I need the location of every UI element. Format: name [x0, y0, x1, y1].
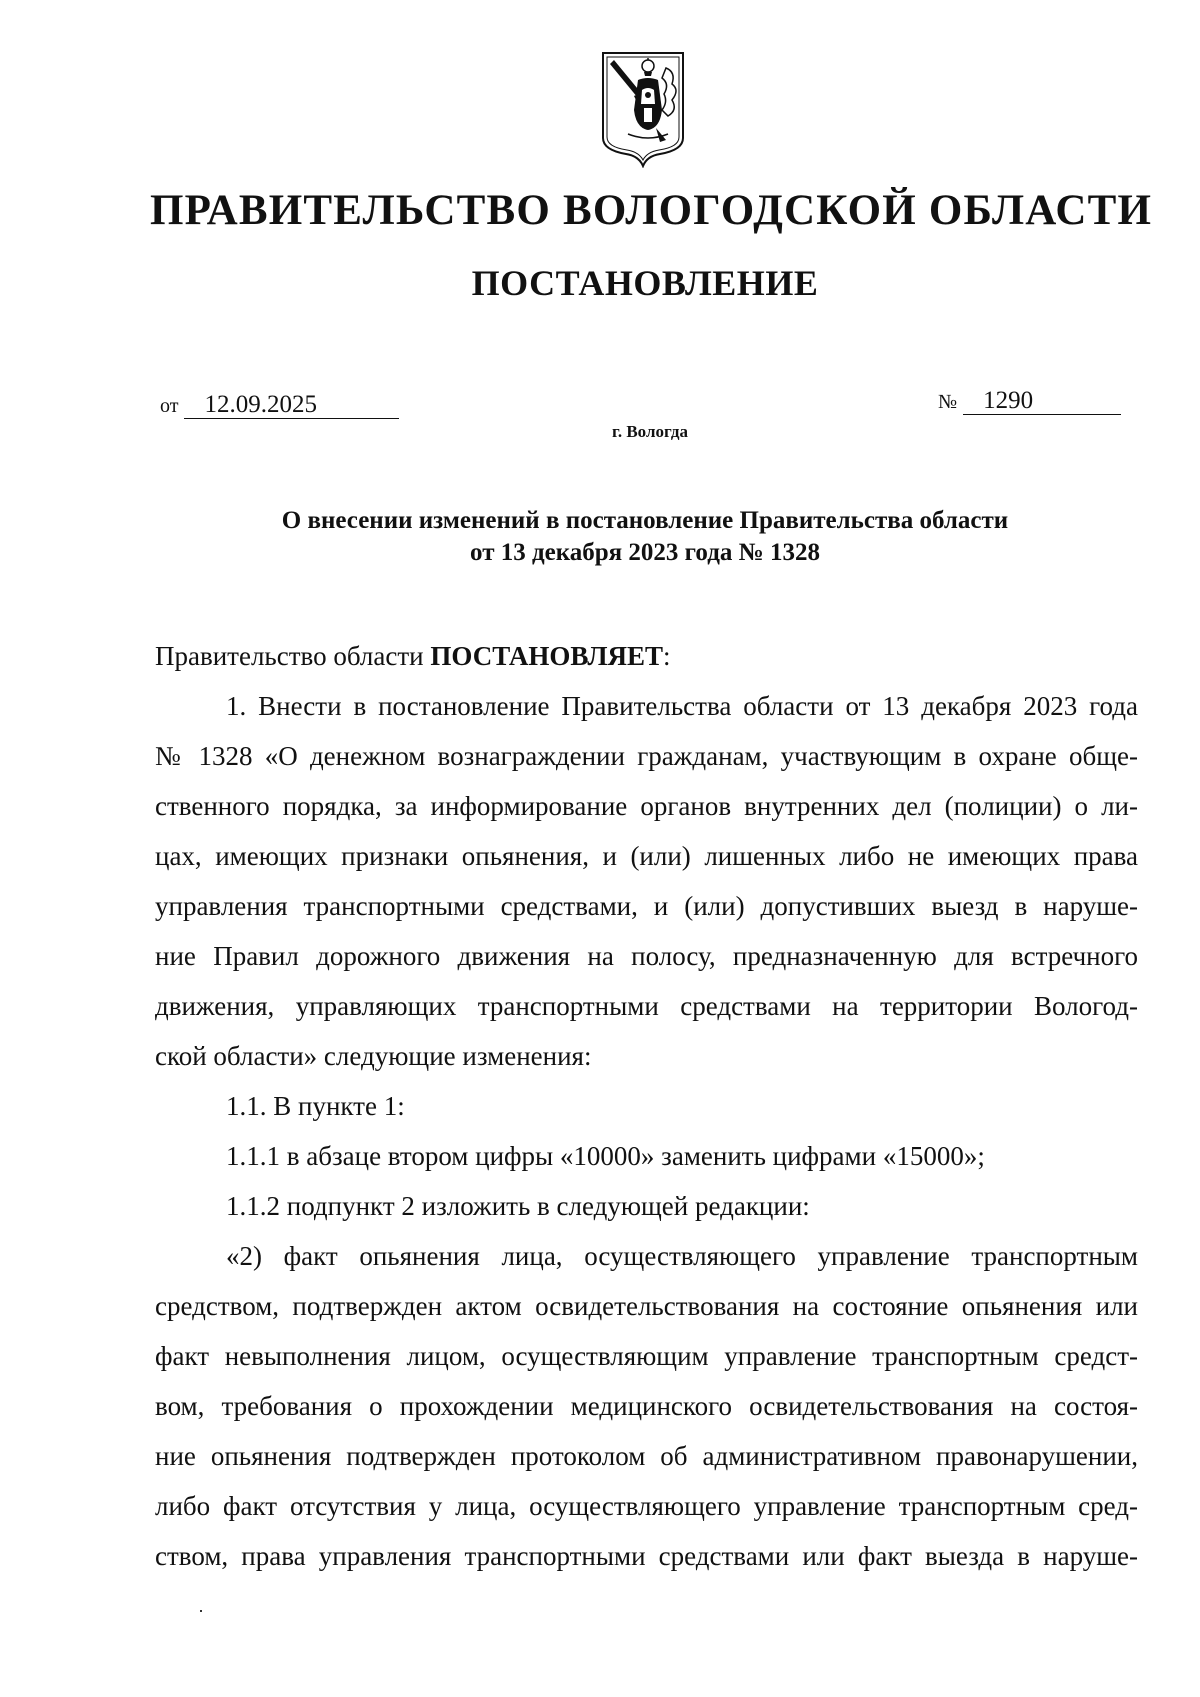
organization-title: ПРАВИТЕЛЬСТВО ВОЛОГОДСКОЙ ОБЛАСТИ: [150, 187, 1153, 234]
p1-line-7: ской области» следующие изменения:: [155, 1041, 592, 1071]
quote-line-2: факт невыполнения лицом, осуществляющим управление транспортным средст-: [155, 1341, 1138, 1371]
p1-line-5: ние Правил дорожного движения на полосу, предназначенную для встречного: [155, 941, 1138, 971]
p1-line-2: ственного порядка, за информирование органов внутренних дел (полиции) о ли-: [155, 791, 1138, 821]
quote-line-6: ством, права управления транспортными средствами или факт выезда в наруше-: [155, 1541, 1138, 1571]
preamble-text: Правительство области: [155, 641, 431, 671]
number-field: [938, 388, 1121, 415]
quote-line-1: средством, подтвержден актом освидетельствования на состояние опьянения или: [155, 1291, 1138, 1321]
preamble-end: :: [662, 641, 671, 671]
number-value: 1290: [963, 388, 1121, 415]
preamble: [155, 631, 1138, 681]
quote-line-3: вом, требования о прохождении медицинского освидетельствования на состоя-: [155, 1391, 1138, 1421]
p1-1-2: 1.1.2 подпункт 2 изложить в следующей редакции:: [226, 1191, 810, 1221]
p1-line-6: движения, управляющих транспортными средствами на территории Вологод-: [155, 991, 1138, 1021]
document-body: [155, 631, 1138, 1581]
quote-line-0: «2) факт опьянения лица, осуществляющего управление транспортным: [226, 1241, 1138, 1271]
preamble-bold: ПОСТАНОВЛЯЕТ: [430, 641, 663, 671]
document-subject: [150, 505, 1140, 569]
date-field: [160, 392, 399, 419]
p1-line-1: № 1328 «О денежном вознаграждении гражданам, участвующим в охране обще-: [155, 741, 1138, 771]
city-label: г. Вологда: [612, 422, 688, 441]
document-type: ПОСТАНОВЛЕНИЕ: [471, 263, 819, 303]
scan-speck: [200, 1610, 202, 1612]
p1-1-1: 1.1.1 в абзаце втором цифры «10000» заменить цифрами «15000»;: [226, 1141, 985, 1171]
coat-of-arms-icon: [600, 50, 686, 168]
number-prefix: №: [938, 391, 958, 413]
p1-line-4: управления транспортными средствами, и (или) допустивших выезд в наруше-: [155, 891, 1138, 921]
subject-line-2: от 13 декабря 2023 года № 1328: [470, 539, 820, 566]
quote-line-5: либо факт отсутствия у лица, осуществляющего управление транспортным сред-: [155, 1491, 1138, 1521]
subject-line-1: О внесении изменений в постановление Правительства области: [281, 507, 1009, 534]
quote-line-4: ние опьянения подтвержден протоколом об административном правонарушении,: [155, 1441, 1138, 1471]
date-prefix: от: [160, 395, 179, 417]
p1-line-3: цах, имеющих признаки опьянения, и (или) лишенных либо не имеющих права: [155, 841, 1138, 871]
date-value: 12.09.2025: [184, 392, 399, 419]
p1-line-0: 1. Внести в постановление Правительства области от 13 декабря 2023 года: [226, 691, 1138, 721]
p1-1: 1.1. В пункте 1:: [226, 1091, 405, 1121]
